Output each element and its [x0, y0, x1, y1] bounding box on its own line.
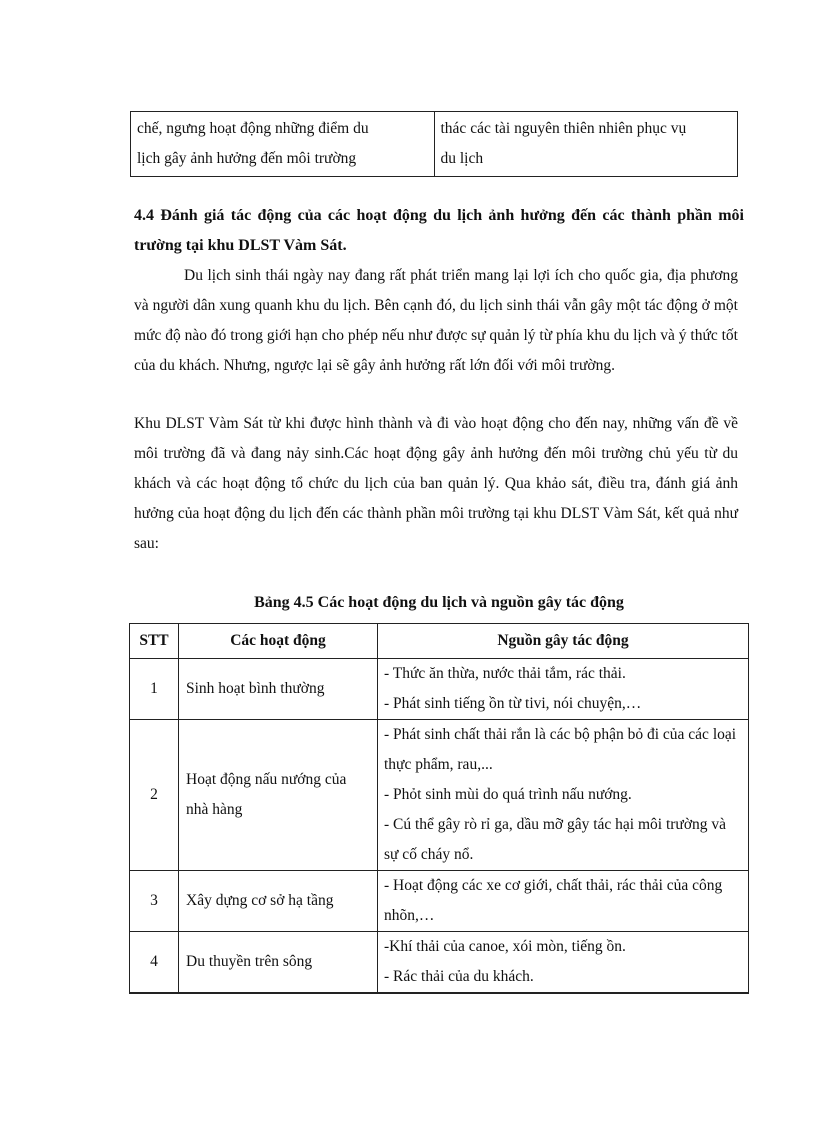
source-item: - Hoạt động các xe cơ giới, chất thải, rác thải của công nhõn,… [384, 877, 723, 924]
row-sources [378, 871, 749, 932]
row-sources [378, 932, 749, 994]
row-stt: 1 [130, 659, 179, 720]
row-activity: Hoạt động nấu nướng của nhà hàng [179, 720, 378, 871]
paragraph: Khu DLST Vàm Sát từ khi được hình thành và đi vào hoạt động cho đến nay, những vấn đề về môi trường đã và đang nảy sinh.Các hoạt động gây ảnh hưởng đến môi trường chủ yếu từ du khách và các hoạt động tổ chức du lịch của ban quản lý. Qua khảo sát, điều tra, đánh giá ảnh hưởng của hoạt động du lịch đến các thành phần môi trường tại khu DLST Vàm Sát, kết quả như sau: [134, 415, 738, 552]
table-row [131, 112, 738, 177]
row-stt: 4 [130, 932, 179, 994]
table-row [130, 659, 749, 720]
table-row [130, 871, 749, 932]
source-item: -Khí thải của canoe, xói mòn, tiếng ồn. [384, 938, 626, 955]
source-item: - Cú thể gây rò rỉ ga, dầu mỡ gây tác hại môi trường và sự cố cháy nổ. [384, 816, 727, 863]
table-row [130, 720, 749, 871]
cell-line: du lịch [440, 150, 484, 167]
continued-table [130, 111, 738, 177]
source-item: - Phát sinh tiếng ồn từ tivi, nói chuyện,… [384, 695, 642, 712]
table-caption: Bảng 4.5 Các hoạt động du lịch và nguồn gây tác động [254, 594, 624, 611]
header-stt: STT [130, 624, 179, 659]
row-activity: Xây dựng cơ sở hạ tầng [179, 871, 378, 932]
source-item: - Phỏt sinh mùi do quá trình nấu nướng. [384, 786, 632, 803]
table-row [130, 932, 749, 994]
source-item: - Phát sinh chất thải rắn là các bộ phận bỏ đi của các loại thực phẩm, rau,... [384, 726, 737, 773]
table-header-row [130, 624, 749, 659]
row-sources [378, 720, 749, 871]
table-cell-left [131, 112, 435, 177]
row-sources [378, 659, 749, 720]
paragraph: Du lịch sinh thái ngày nay đang rất phát triển mang lại lợi ích cho quốc gia, địa phương và người dân xung quanh khu du lịch. Bên cạnh đó, du lịch sinh thái vẫn gây một tác động ở một mức độ nào đó trong giới hạn cho phép nếu như được sự quản lý từ phía khu du lịch và ý thức tốt của du khách. Nhưng, ngược lại sẽ gây ảnh hưởng rất lớn đối với môi trường. [134, 267, 738, 374]
source-item: - Rác thải của du khách. [384, 968, 534, 985]
activities-table [129, 623, 749, 994]
table-cell-right [434, 112, 738, 177]
header-activities: Các hoạt động [179, 624, 378, 659]
cell-line: thác các tài nguyên thiên nhiên phục vụ [440, 120, 687, 137]
cell-line: lịch gây ảnh hưởng đến môi trường [137, 150, 357, 167]
row-stt: 2 [130, 720, 179, 871]
source-item: - Thức ăn thừa, nước thải tắm, rác thải. [384, 665, 626, 682]
row-activity: Sinh hoạt bình thường [179, 659, 378, 720]
row-stt: 3 [130, 871, 179, 932]
cell-line: chế, ngưng hoạt động những điểm du [137, 120, 369, 137]
header-sources: Nguồn gây tác động [378, 624, 749, 659]
section-heading: 4.4 Đánh giá tác động của các hoạt động du lịch ảnh hưởng đến các thành phần môi trường tại khu DLST Vàm Sát. [134, 207, 744, 254]
row-activity: Du thuyền trên sông [179, 932, 378, 994]
